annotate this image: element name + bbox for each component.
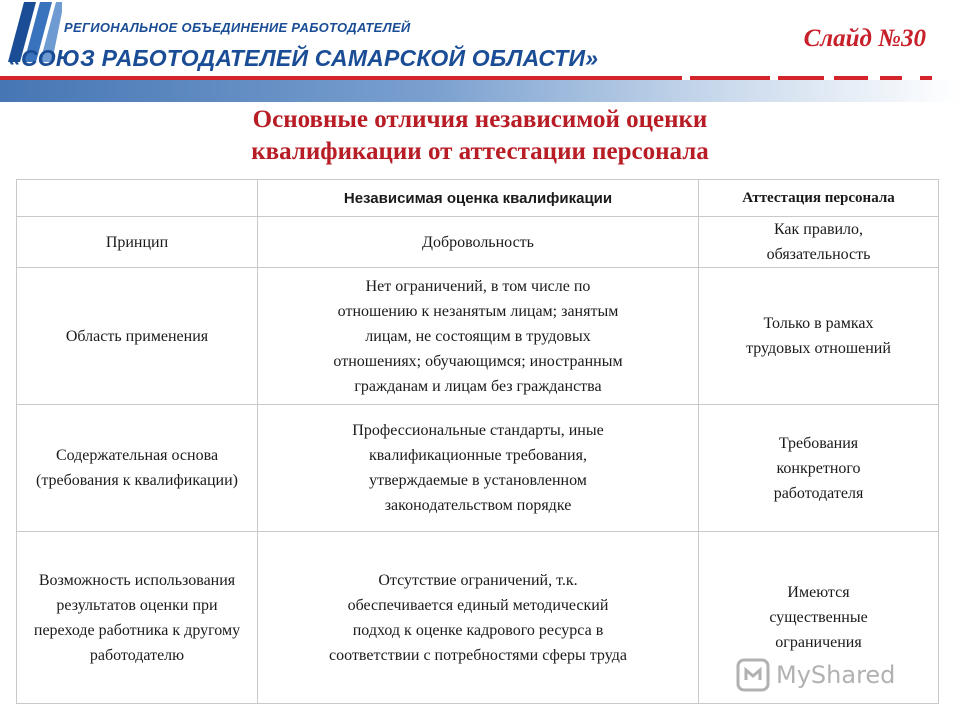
- slide-header: [0, 0, 960, 104]
- cell-line: квалификационные требования,: [369, 447, 587, 464]
- table-row: [17, 405, 939, 532]
- cell-independent: [258, 268, 699, 405]
- header-red-dashes: [0, 74, 960, 82]
- row-label: Возможность использования результатов оценки при переходе работника к другому работодателю: [17, 532, 258, 704]
- cell-line: существенные: [769, 609, 868, 626]
- cell-line: Имеются: [787, 584, 850, 601]
- cell-line: утверждаемые в установленном: [369, 472, 587, 489]
- cell-independent: [258, 405, 699, 532]
- table-row: [17, 217, 939, 268]
- header-cell-empty: [17, 180, 258, 217]
- cell-line: подход к оценке кадрового ресурса в: [352, 621, 604, 639]
- cell-line: соответствии с потребностями сферы труда: [329, 646, 627, 664]
- cell-line: ограничения: [775, 634, 862, 651]
- cell-line: Требования: [778, 434, 859, 452]
- cell-line: лицам, не состоящим в трудовых: [365, 327, 591, 345]
- watermark-text: MyShared: [776, 661, 896, 689]
- cell-line: обеспечивается единый методический: [347, 596, 609, 614]
- row-label: Принцип: [17, 217, 258, 268]
- header-cell-attestation: Аттестация персонала: [699, 180, 939, 217]
- header-band: [0, 80, 960, 102]
- cell-independent: [258, 532, 699, 704]
- page-title: [0, 104, 960, 168]
- cell-line: работодателя: [773, 484, 864, 502]
- cell-attestation: [699, 268, 939, 405]
- cell-attestation: [699, 217, 939, 268]
- cell-attestation: [699, 405, 939, 532]
- table-row: [17, 268, 939, 405]
- cell-line: гражданам и лицам без гражданства: [354, 377, 602, 395]
- org-subtitle: РЕГИОНАЛЬНОЕ ОБЪЕДИНЕНИЕ РАБОТОДАТЕЛЕЙ: [64, 20, 411, 35]
- cell-line: Как правило,: [773, 221, 864, 238]
- cell-line: конкретного: [776, 459, 861, 477]
- header-cell-independent: Независимая оценка квалификации: [258, 180, 699, 217]
- page-title-line: Основные отличия независимой оценки: [252, 106, 708, 133]
- cell-line: обязательность: [766, 246, 871, 263]
- cell-line: Отсутствие ограничений, т.к.: [378, 571, 578, 589]
- org-name: «СОЮЗ РАБОТОДАТЕЛЕЙ САМАРСКОЙ ОБЛАСТИ»: [8, 45, 599, 71]
- page-title-line: квалификации от аттестации персонала: [251, 138, 709, 165]
- comparison-table: [16, 179, 939, 704]
- cell-line: Профессиональные стандарты, иные: [352, 422, 604, 439]
- cell-line: Только в рамках: [763, 315, 874, 332]
- slide-number: Слайд №30: [803, 25, 926, 52]
- table-header-row: [17, 180, 939, 217]
- cell-line: отношению к незанятым лицам; занятым: [337, 302, 619, 320]
- watermark: [736, 655, 895, 695]
- cell-line: Нет ограничений, в том числе по: [365, 277, 591, 295]
- myshared-logo-icon: [736, 658, 770, 692]
- row-label: Содержательная основа (требования к квалификации): [17, 405, 258, 532]
- cell-independent: [258, 217, 699, 268]
- cell-line: отношениях; обучающимся; иностранным: [333, 352, 623, 370]
- row-label: Область применения: [17, 268, 258, 405]
- cell-line: Добровольность: [422, 233, 534, 251]
- cell-line: законодательством порядке: [384, 497, 572, 514]
- cell-line: трудовых отношений: [746, 340, 891, 357]
